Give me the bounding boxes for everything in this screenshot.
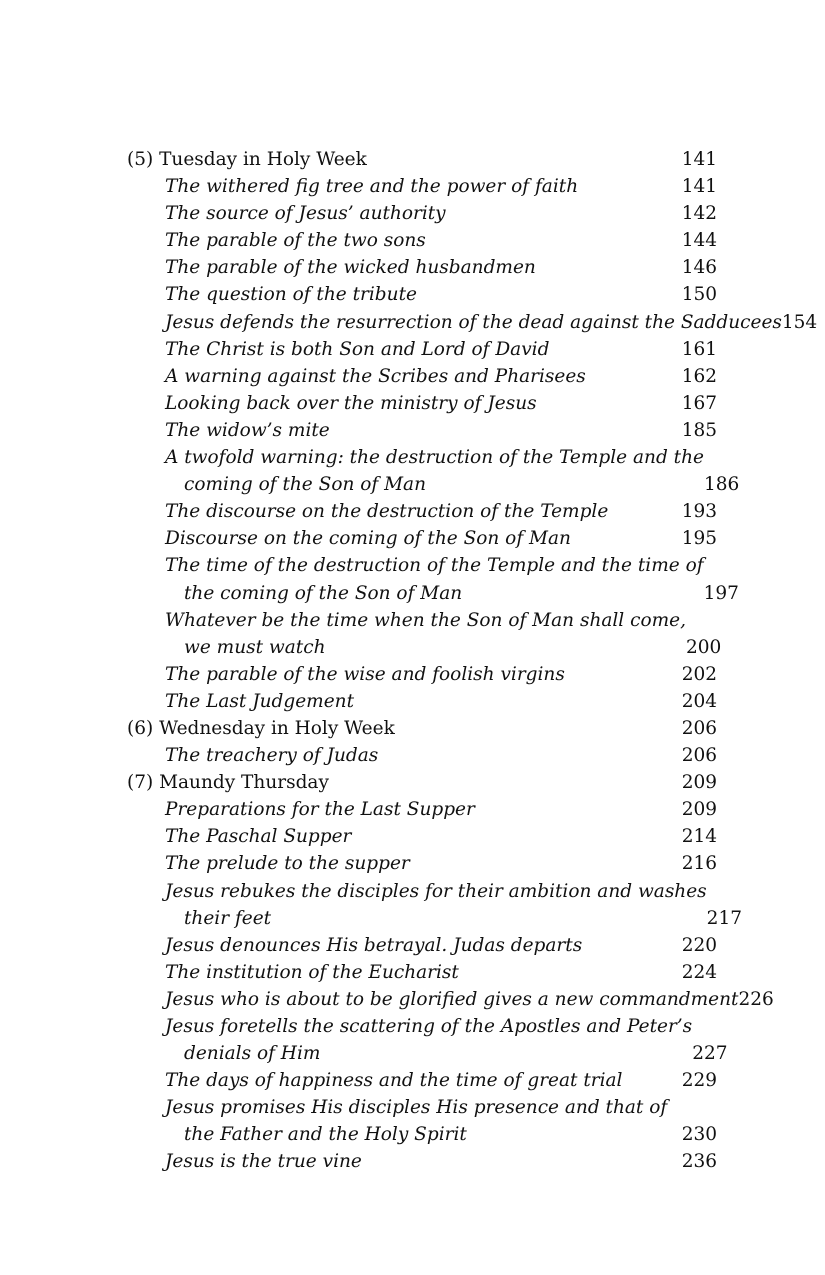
toc-title-continuation: the Father and the Holy Spirit bbox=[184, 1124, 467, 1146]
toc-entry bbox=[127, 525, 717, 552]
toc-entry bbox=[127, 878, 742, 932]
toc-title-line: The widow’s mite bbox=[165, 419, 330, 441]
toc-title-line: The source of Jesus’ authority bbox=[165, 203, 446, 225]
toc-entry bbox=[127, 552, 739, 606]
toc-title-line: Preparations for the Last Supper bbox=[165, 799, 475, 821]
toc-title-line: The parable of the two sons bbox=[165, 230, 426, 252]
toc-title-continuation: denials of Him bbox=[184, 1043, 321, 1065]
toc-entry-title bbox=[127, 336, 549, 363]
toc-entry-title bbox=[127, 878, 707, 932]
toc-page-number: 200 bbox=[685, 636, 722, 658]
toc-page-number: 141 bbox=[681, 149, 717, 170]
toc-entry-title bbox=[127, 227, 426, 254]
toc-entry bbox=[127, 688, 717, 715]
toc-entry-title bbox=[127, 309, 782, 336]
toc-title-line: The withered fig tree and the power of faith bbox=[165, 176, 579, 198]
toc-page-number: 186 bbox=[703, 474, 740, 496]
toc-entry bbox=[127, 1094, 717, 1148]
toc-title-line: Discourse on the coming of the Son of Man bbox=[165, 528, 571, 550]
toc-entry-title bbox=[127, 363, 586, 390]
toc-page-number: 141 bbox=[681, 176, 717, 198]
toc-entry bbox=[127, 986, 774, 1013]
toc-page-number: 150 bbox=[681, 284, 717, 306]
toc-page-number: 144 bbox=[681, 230, 717, 252]
toc-title-line: Whatever be the time when the Son of Man shall come, bbox=[165, 609, 686, 631]
toc-entry-title bbox=[127, 498, 608, 525]
toc-page-number: 236 bbox=[681, 1151, 717, 1173]
toc-entry-title bbox=[127, 850, 410, 877]
toc-page-number: 161 bbox=[681, 338, 717, 360]
toc-page-number: 167 bbox=[681, 392, 717, 414]
toc-entry bbox=[127, 281, 717, 308]
toc-entry-title bbox=[127, 1067, 622, 1094]
toc-entry bbox=[127, 336, 717, 363]
toc-title-line: Jesus promises His disciples His presence and that of bbox=[165, 1097, 668, 1119]
toc-entry bbox=[127, 850, 717, 877]
toc-page-number: 209 bbox=[681, 772, 717, 794]
toc-title-line: The Paschal Supper bbox=[165, 826, 352, 848]
toc-entry-title bbox=[127, 1094, 667, 1148]
toc-entry-title bbox=[127, 986, 738, 1013]
toc-page-number: 226 bbox=[738, 988, 774, 1010]
toc-section-heading bbox=[127, 146, 717, 173]
toc-title-line: Jesus who is about to be glorified gives a new commandment bbox=[165, 988, 739, 1010]
toc-entry-title bbox=[127, 823, 351, 850]
toc-title-line: (5) Tuesday in Holy Week bbox=[127, 149, 367, 170]
toc-title-line: The Christ is both Son and Lord of David bbox=[165, 338, 550, 360]
toc-entry-title bbox=[127, 173, 578, 200]
toc-title-line: Looking back over the ministry of Jesus bbox=[165, 392, 537, 414]
toc-entry bbox=[127, 417, 717, 444]
toc-page-number: 230 bbox=[681, 1124, 717, 1146]
toc-entry bbox=[127, 742, 717, 769]
toc-entry bbox=[127, 796, 717, 823]
toc-entry-title bbox=[127, 525, 571, 552]
toc-title-line: The parable of the wicked husbandmen bbox=[165, 257, 536, 279]
toc-entry-title bbox=[127, 661, 565, 688]
toc-title-line: The time of the destruction of the Temple and the time of bbox=[165, 555, 704, 577]
toc-entry-title bbox=[127, 444, 704, 498]
toc-title-line: (7) Maundy Thursday bbox=[127, 772, 329, 794]
toc-entry bbox=[127, 390, 717, 417]
toc-page-number: 202 bbox=[681, 663, 717, 685]
toc-entry-title bbox=[127, 146, 367, 173]
toc-page-number: 195 bbox=[681, 528, 717, 550]
toc-page-number: 206 bbox=[681, 717, 717, 739]
toc-title-continuation: the coming of the Son of Man bbox=[184, 582, 463, 604]
toc-page-number: 154 bbox=[781, 311, 818, 333]
toc-title-line: The treachery of Judas bbox=[165, 745, 379, 767]
toc-entry bbox=[127, 1067, 717, 1094]
toc-title-line: Jesus is the true vine bbox=[165, 1151, 362, 1173]
toc-title-line: Jesus defends the resurrection of the dead against the Sadducees bbox=[165, 311, 782, 333]
toc-title-line: A twofold warning: the destruction of the Temple and the bbox=[165, 447, 704, 469]
toc-page-number: 162 bbox=[681, 365, 717, 387]
toc-page-number: 185 bbox=[681, 419, 717, 441]
toc-entry bbox=[127, 309, 818, 336]
toc-title-line: The institution of the Eucharist bbox=[165, 961, 459, 983]
toc-entry-title bbox=[127, 390, 537, 417]
toc-entry-title bbox=[127, 715, 395, 742]
toc-entry-title bbox=[127, 254, 536, 281]
toc-section-heading bbox=[127, 715, 717, 742]
toc-entry-title bbox=[127, 959, 459, 986]
toc-title-line: A warning against the Scribes and Pharisees bbox=[165, 365, 586, 387]
toc-entry-title bbox=[127, 281, 417, 308]
toc-entry bbox=[127, 444, 740, 498]
toc-page-number: 209 bbox=[681, 799, 717, 821]
toc-page-number: 224 bbox=[681, 961, 717, 983]
toc-entry bbox=[127, 227, 717, 254]
toc-entry bbox=[127, 1013, 728, 1067]
toc-title-line: (6) Wednesday in Holy Week bbox=[127, 717, 395, 739]
toc-title-line: Jesus rebukes the disciples for their ambition and washes bbox=[165, 880, 707, 902]
toc-section-heading bbox=[127, 769, 717, 796]
toc-entry-title bbox=[127, 1013, 692, 1067]
toc-entry-title bbox=[127, 417, 330, 444]
toc-page-number: 229 bbox=[681, 1070, 717, 1092]
toc-entry bbox=[127, 607, 722, 661]
toc-entry-title bbox=[127, 796, 475, 823]
toc-title-line: The question of the tribute bbox=[165, 284, 417, 306]
toc-entry-title bbox=[127, 932, 582, 959]
toc-entry-title bbox=[127, 1148, 362, 1175]
toc-entry bbox=[127, 959, 717, 986]
toc-title-line: The days of happiness and the time of great trial bbox=[165, 1070, 623, 1092]
toc-page-number: 146 bbox=[681, 257, 717, 279]
toc-page-number: 217 bbox=[706, 907, 742, 929]
toc-entry bbox=[127, 823, 717, 850]
toc-entry-title bbox=[127, 742, 378, 769]
toc-entry bbox=[127, 363, 717, 390]
toc-title-continuation: coming of the Son of Man bbox=[184, 474, 426, 496]
toc-entry bbox=[127, 173, 717, 200]
toc-entry bbox=[127, 661, 717, 688]
toc-title-line: The discourse on the destruction of the Temple bbox=[165, 501, 609, 523]
toc-page-number: 193 bbox=[681, 501, 717, 523]
toc-entry-title bbox=[127, 552, 704, 606]
toc-entry bbox=[127, 254, 717, 281]
toc-title-continuation: their feet bbox=[184, 907, 272, 929]
toc-entry-title bbox=[127, 200, 446, 227]
toc-page-number: 197 bbox=[703, 582, 739, 604]
toc-title-line: The parable of the wise and foolish virgins bbox=[165, 663, 565, 685]
toc-entry-title bbox=[127, 769, 329, 796]
toc-page-number: 206 bbox=[681, 745, 717, 767]
toc-entry bbox=[127, 1148, 717, 1175]
toc-title-line: The prelude to the supper bbox=[165, 853, 410, 875]
toc-page-number: 214 bbox=[681, 826, 717, 848]
toc-page-number: 220 bbox=[681, 934, 717, 956]
toc-page-number: 142 bbox=[681, 203, 717, 225]
toc-page-number: 216 bbox=[681, 853, 717, 875]
toc-title-line: The Last Judgement bbox=[165, 690, 355, 712]
toc-entry-title bbox=[127, 688, 354, 715]
table-of-contents bbox=[127, 146, 818, 1176]
toc-entry bbox=[127, 932, 717, 959]
toc-entry-title bbox=[127, 607, 686, 661]
toc-entry bbox=[127, 200, 717, 227]
toc-title-line: Jesus foretells the scattering of the Apostles and Peter’s bbox=[165, 1016, 693, 1037]
toc-title-continuation: we must watch bbox=[184, 636, 326, 658]
toc-page-number: 227 bbox=[692, 1043, 728, 1065]
toc-page-number: 204 bbox=[681, 690, 717, 712]
toc-entry bbox=[127, 498, 717, 525]
toc-title-line: Jesus denounces His betrayal. Judas departs bbox=[165, 934, 583, 956]
